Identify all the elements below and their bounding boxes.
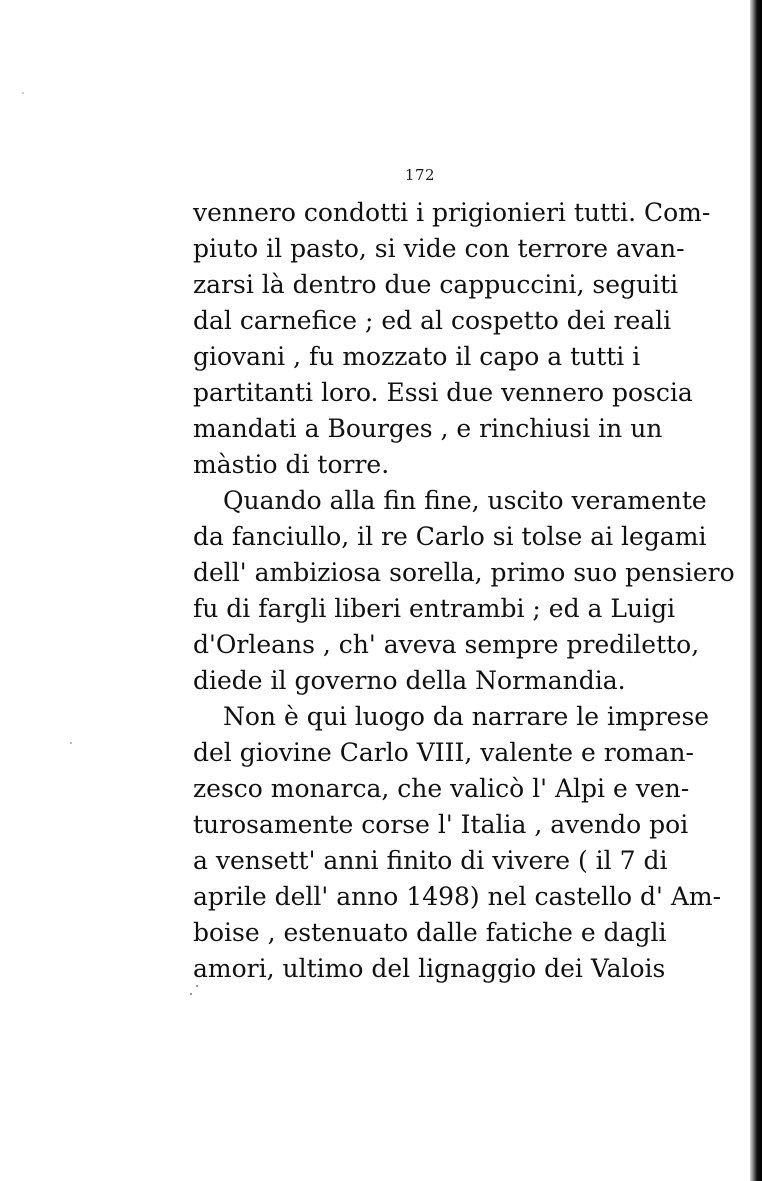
text-line: zarsi là dentro due cappuccini, seguiti (193, 270, 679, 299)
text-line: fu di fargli liberi entrambi ; ed a Luigi (193, 594, 676, 623)
text-line: partitanti loro. Essi due vennero poscia (193, 378, 693, 407)
scan-speck (196, 985, 198, 987)
text-line: giovani , fu mozzato il capo a tutti i (193, 342, 641, 371)
text-line: boise , estenuato dalle fatiche e dagli (193, 918, 667, 947)
scan-speck (70, 742, 72, 744)
page-number: 172 (404, 166, 436, 184)
text-line: turosamente corse l' Italia , avendo poi (193, 810, 689, 839)
text-line: vennero condotti i prigionieri tutti. Com- (193, 198, 711, 227)
text-line: Non è qui luogo da narrare le imprese (223, 702, 710, 731)
text-line: màstio di torre. (193, 450, 390, 479)
paragraph-1 (193, 195, 711, 483)
text-line: dal carnefice ; ed al cospetto dei reali (193, 306, 672, 335)
text-line: a vensett' anni finito di vivere ( il 7 di (193, 846, 668, 875)
text-line: aprile dell' anno 1498) nel castello d' Am- (193, 882, 722, 911)
scan-speck (190, 993, 192, 995)
paragraph-3 (193, 699, 722, 987)
text-line: d'Orleans , ch' aveva sempre prediletto, (193, 630, 700, 659)
text-line: piuto il pasto, si vide con terrore avan- (193, 234, 685, 263)
text-line: Quando alla fin fine, uscito veramente (223, 486, 707, 515)
paragraph-2 (193, 483, 735, 699)
text-line: del giovine Carlo VIII, valente e roman- (193, 738, 694, 767)
text-line: mandati a Bourges , e rinchiusi in un (193, 414, 663, 443)
text-line: dell' ambiziosa sorella, primo suo pensiero (193, 558, 735, 587)
text-line: amori, ultimo del lignaggio dei Valois (193, 954, 666, 983)
text-line: diede il governo della Normandia. (193, 666, 626, 695)
text-line: zesco monarca, che valicò l' Alpi e ven- (193, 774, 690, 803)
text-line: da fanciullo, il re Carlo si tolse ai legami (193, 522, 707, 551)
page-binding-edge (750, 0, 762, 1181)
body-text (193, 195, 735, 987)
scan-speck (22, 92, 24, 94)
